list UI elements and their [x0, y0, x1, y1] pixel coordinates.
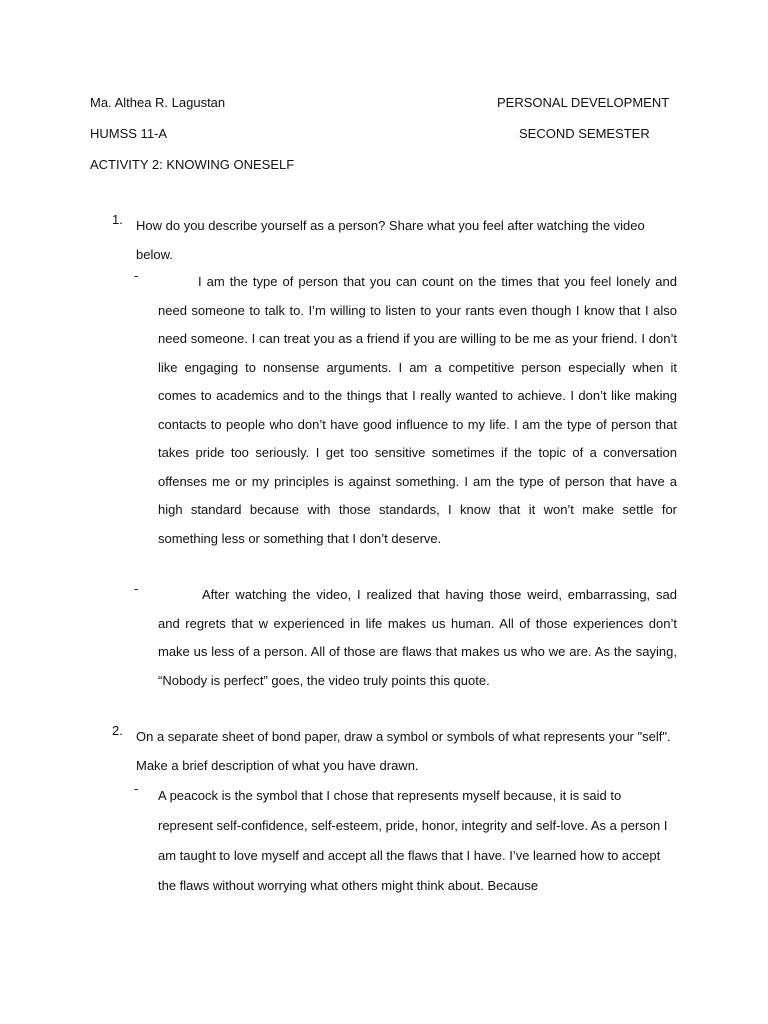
question-number: 1. [112, 212, 123, 227]
answer-text: A peacock is the symbol that I chose that represents myself because, it is said to represent self-confidence, self-esteem, pride, honor, integrity and self-love. As a person I am taught to love myself and accept all the flaws that I have. I’ve learned how to accept the flaws without worrying what others might think about. Because [158, 788, 668, 893]
answer-text: After watching the video, I realized that having those weird, embarrassing, sad and regrets that w experienced in life makes us human. All of those experiences don’t make us less of a person. All of those are flaws that makes us who we are. As the saying, “Nobody is perfect” goes, the video truly points this quote. [158, 587, 677, 688]
question-text: On a separate sheet of bond paper, draw a symbol or symbols of what represents your "self". Make a brief description of what you have drawn. [136, 729, 671, 773]
student-name: Ma. Althea R. Lagustan [90, 95, 226, 110]
bullet-dash: - [134, 268, 139, 283]
activity-title: ACTIVITY 2: KNOWING ONESELF [90, 157, 295, 172]
class-section: HUMSS 11-A [90, 126, 168, 141]
bullet-dash: - [134, 781, 139, 796]
bullet-dash: - [134, 581, 139, 596]
header-row-1 [90, 94, 680, 112]
header-row-3 [90, 156, 680, 174]
question-text: How do you describe yourself as a person? Share what you feel after watching the video below. [136, 218, 645, 262]
question-number: 2. [112, 723, 123, 738]
subject-title: PERSONAL DEVELOPMENT [497, 95, 670, 110]
semester-label: SECOND SEMESTER [519, 126, 650, 141]
header-row-2 [90, 125, 680, 143]
answer-text: I am the type of person that you can count on the times that you feel lonely and need someone to talk to. I’m willing to listen to your rants even though I know that I also need someone. I can treat you as a friend if you are willing to be me as your friend. I don’t like engaging to nonsense arguments. I am a competitive person especially when it comes to academics and to the things that I really wanted to achieve. I don’t like making contacts to people who don’t have good influence to my life. I am the type of person that takes pride too seriously. I get too sensitive sometimes if the topic of a conversation offenses me or my principles is against something. I am the type of person that have a high standard because with those standards, I know that it won’t make settle for something less or something that I don’t deserve. [158, 274, 677, 546]
